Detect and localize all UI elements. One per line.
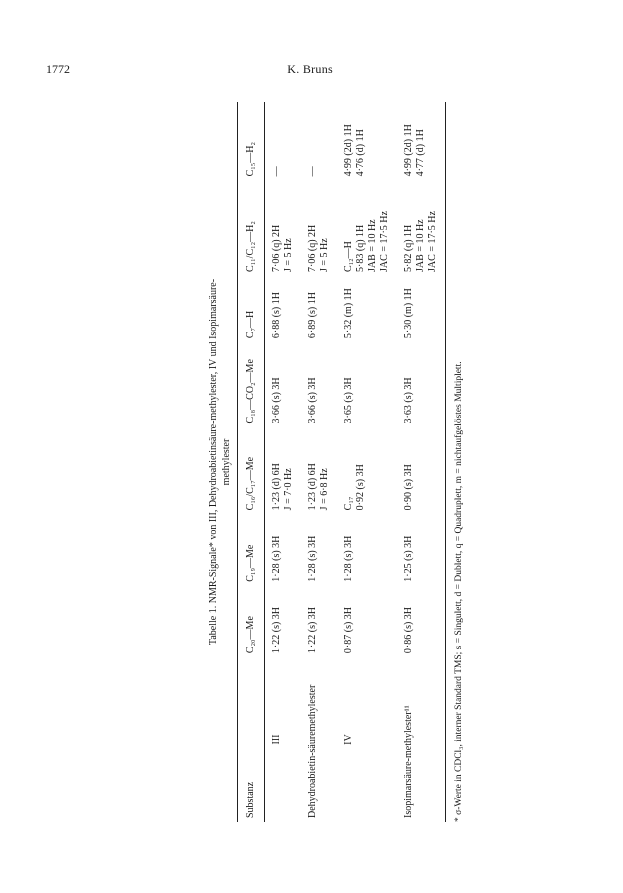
- cell-line: 7·06 (q) 2H: [307, 224, 318, 272]
- cell-c11: [265, 180, 302, 276]
- col-c19-me: C₁₉—Me: [238, 514, 265, 585]
- cell-c18: 3·66 (s) 3H: [271, 377, 282, 424]
- cell-substanz: III: [271, 734, 282, 745]
- cell-c15: —: [307, 166, 318, 177]
- table-header-row: [238, 102, 265, 822]
- cell-c7: 5·30 (m) 1H: [397, 276, 446, 342]
- col-c15-h2: C₁₅—H₂: [238, 102, 265, 180]
- cell-line: 5·82 (q) 1H: [403, 224, 414, 272]
- cell-line: C₁₂—H: [343, 241, 354, 272]
- cell-c7: 6·88 (s) 1H: [271, 292, 282, 339]
- nmr-table: [237, 102, 446, 822]
- table-row: [337, 102, 397, 822]
- cell-line: 5·83 (q) 1H: [355, 224, 366, 272]
- table-row: [265, 102, 302, 822]
- cell-c18: 3·63 (s) 3H: [397, 342, 446, 427]
- cell-line: JAC = 17·5 Hz: [427, 211, 438, 272]
- cell-line: JAB = 10 Hz: [367, 219, 378, 272]
- cell-c20: 1·22 (s) 3H: [271, 606, 282, 654]
- cell-line: JAB = 10 Hz: [415, 219, 426, 272]
- table-row: [301, 102, 337, 822]
- col-c11-c12-h2: C₁₁/C₁₂—H₂: [238, 180, 265, 276]
- col-c7-h: C₇—H: [238, 276, 265, 342]
- page-number: 1772: [46, 62, 70, 76]
- cell-c18: 3·65 (s) 3H: [343, 377, 354, 424]
- cell-c16: [301, 427, 337, 514]
- cell-c7: 6·89 (s) 1H: [307, 292, 318, 339]
- cell-line: 4·99 (2d) 1H: [343, 124, 354, 177]
- cell-line: 0·92 (s) 3H: [355, 464, 366, 511]
- cell-line: JAC = 17·5 Hz: [379, 211, 390, 272]
- cell-substanz: IV: [343, 734, 354, 745]
- cell-substanz: Isopimarsäure-methylester¹¹: [397, 657, 446, 822]
- cell-line: J = 5 Hz: [283, 238, 294, 272]
- col-c16-c17-me: C₁₆/C₁₇—Me: [238, 427, 265, 514]
- cell-line: J = 5 Hz: [319, 238, 330, 272]
- cell-line: 0·90 (s) 3H: [403, 464, 414, 511]
- cell-c18: 3·66 (s) 3H: [307, 377, 318, 424]
- cell-c19: 1·28 (s) 3H: [271, 535, 282, 582]
- cell-c11: [337, 180, 397, 276]
- running-head: K. Bruns: [287, 62, 333, 76]
- cell-line: 4·76 (d) 1H: [355, 129, 366, 177]
- cell-line: 1·23 (d) 6H: [271, 463, 282, 511]
- cell-line: 4·99 (2d) 1H: [403, 124, 414, 177]
- cell-c20: 0·86 (s) 3H: [397, 586, 446, 657]
- cell-c20: 0·87 (s) 3H: [343, 606, 354, 654]
- col-c18-co2-me: C₁₈—CO₂—Me: [238, 342, 265, 427]
- cell-c19: 1·25 (s) 3H: [397, 514, 446, 585]
- cell-line: J = 7·0 Hz: [283, 468, 294, 511]
- cell-c15: [397, 102, 446, 180]
- cell-c11: [301, 180, 337, 276]
- cell-line: 7·06 (q) 2H: [271, 224, 282, 272]
- cell-c16: [265, 427, 302, 514]
- cell-c15: [337, 102, 397, 180]
- cell-c20: 1·22 (s) 3H: [307, 606, 318, 654]
- table-footnote: * σ-Werte in CDCl₃, interner Standard TMS; s = Singulett, d = Dublett, q = Quadruplett, m = nichtaufgelöstes Multiplett.: [454, 361, 464, 822]
- cell-line: 1·23 (d) 6H: [307, 463, 318, 511]
- cell-c16: [397, 427, 446, 514]
- col-substanz: Substanz: [238, 657, 265, 822]
- cell-c7: 5·32 (m) 1H: [343, 288, 354, 339]
- cell-line: J = 6·8 Hz: [319, 468, 330, 511]
- cell-c16: [337, 427, 397, 514]
- rotated-table-block: [207, 102, 464, 822]
- cell-c19: 1·28 (s) 3H: [343, 535, 354, 582]
- cell-c19: 1·28 (s) 3H: [307, 535, 318, 582]
- cell-c11: [397, 180, 446, 276]
- cell-c15: —: [271, 166, 282, 177]
- table-caption: [207, 102, 237, 822]
- caption-line-1: Tabelle 1. NMR-Signale* von III, Dehydroabietinsäure-methylester, IV und Isopimarsäure-: [208, 278, 219, 646]
- caption-line-2: methylester: [221, 438, 232, 486]
- cell-line: 4·77 (d) 1H: [415, 129, 426, 177]
- cell-line: C₁₇: [343, 496, 354, 511]
- col-c20-me: C₂₀—Me: [238, 586, 265, 657]
- table-row: [397, 102, 446, 822]
- cell-substanz: Dehydroabietin-säuremethylester: [307, 684, 318, 818]
